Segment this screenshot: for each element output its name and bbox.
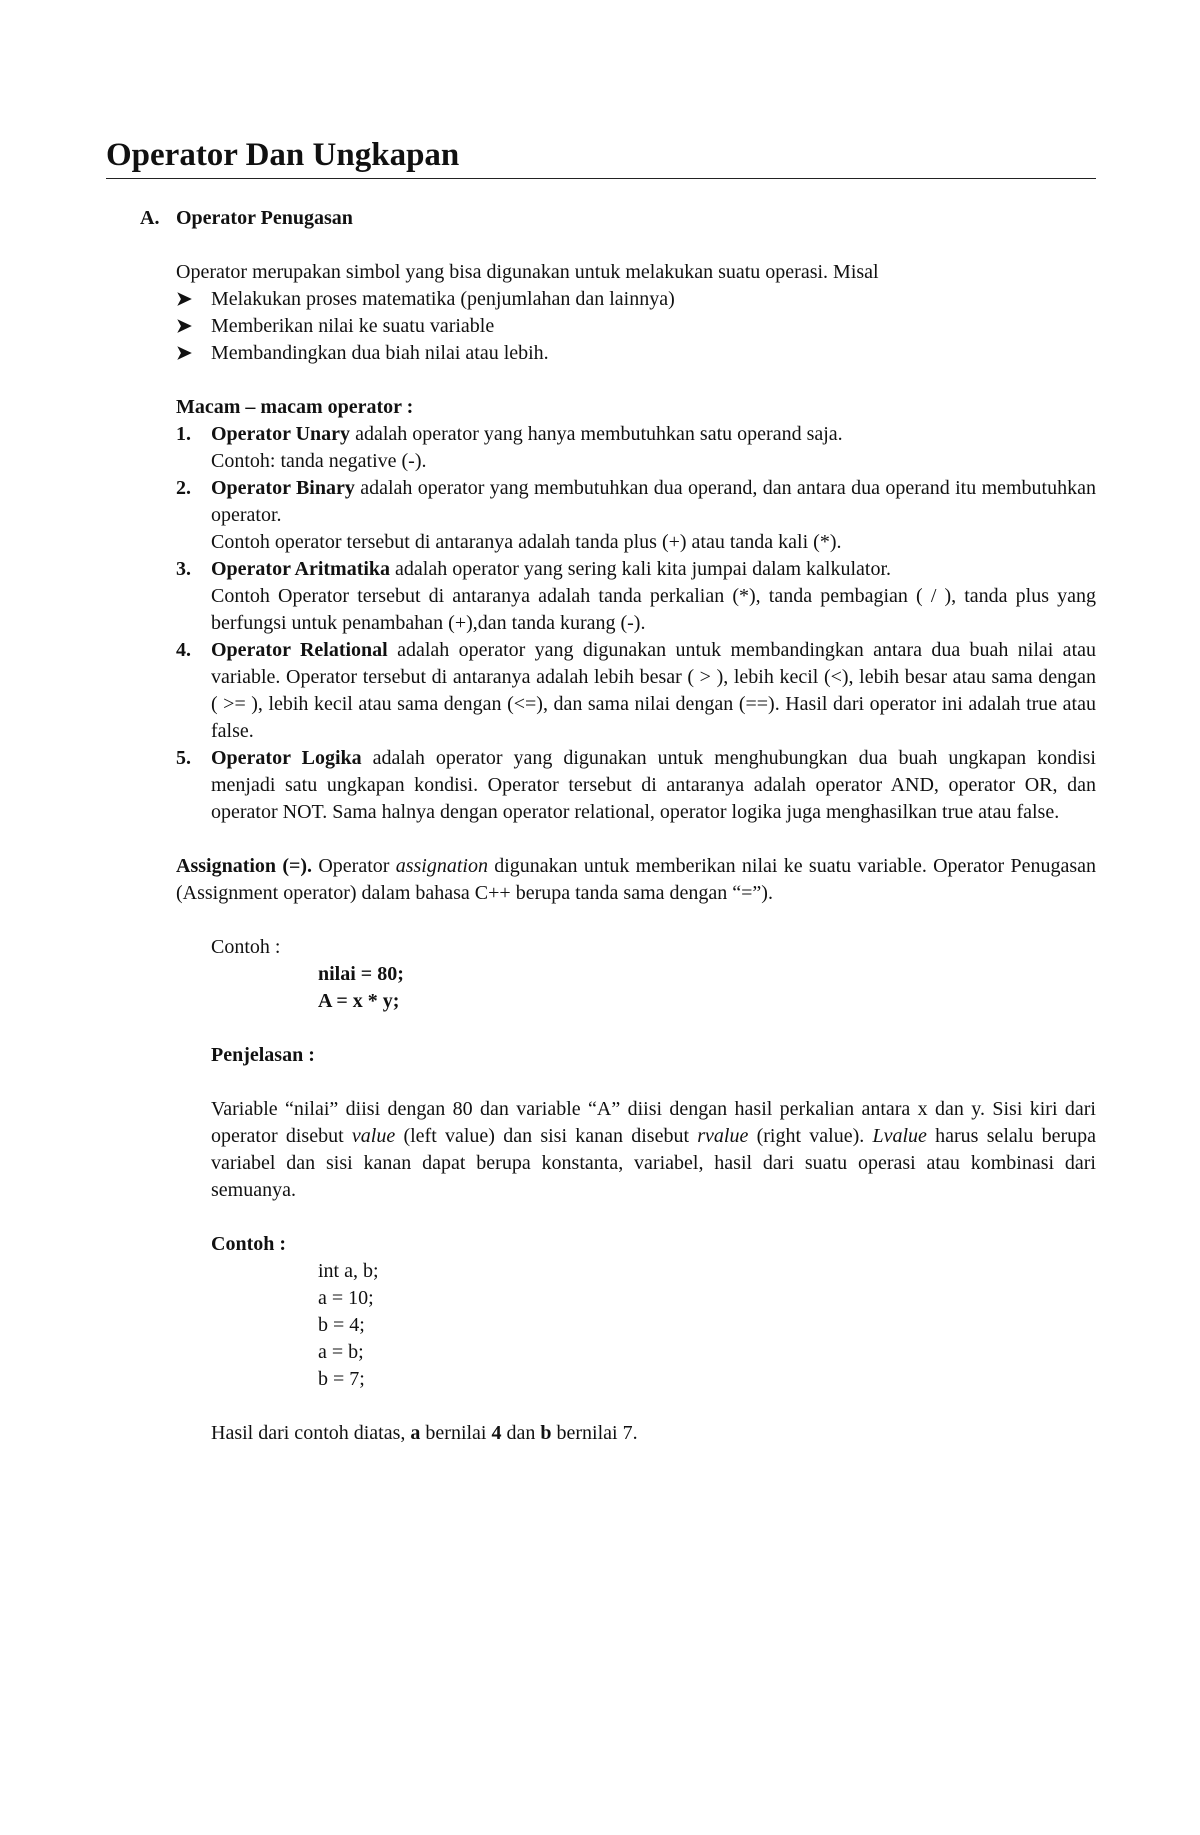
operator-name: Operator Binary: [211, 476, 355, 499]
bold-term: a: [410, 1421, 421, 1444]
operator-name: Operator Unary: [211, 422, 351, 445]
section-heading: [140, 205, 1096, 232]
text-span: (left value) dan sisi kanan disebut: [395, 1124, 698, 1147]
italic-term: rvalue: [697, 1124, 749, 1147]
section-letter: A.: [140, 206, 160, 229]
operator-desc: adalah operator yang digunakan untuk membandingkan antara dua buah nilai atau variable. Operator tersebut di antaranya adalah lebih besar ( > ), lebih kecil (<), lebih besar atau sama dengan ( >= ), lebih kecil atau sama dengan (<=), dan sama nilai dengan (==). Hasil dari operator ini adalah true atau false.: [211, 638, 1096, 742]
assignation-term: Assignation (=).: [176, 854, 313, 877]
assignation-paragraph: [176, 853, 1096, 907]
italic-term: value: [351, 1124, 396, 1147]
operator-desc: adalah operator yang digunakan untuk menghubungkan dua buah ungkapan kondisi menjadi satu ungkapan kondisi. Operator tersebut di antaranya adalah operator AND, operator OR, dan operator NOT. Sama halnya dengan operator relational, operator logika juga menghasilkan true atau false.: [211, 746, 1096, 823]
operator-name: Operator Logika: [211, 746, 362, 769]
operator-list: [176, 421, 1096, 826]
item-number: 5.: [176, 746, 191, 769]
item-number: 1.: [176, 422, 191, 445]
text-span: dan: [501, 1421, 541, 1444]
text-span: bernilai 7.: [551, 1421, 638, 1444]
operator-types-heading: Macam – macam operator :: [176, 395, 414, 418]
operator-item: [176, 475, 1096, 556]
bullet-item: [176, 340, 1096, 367]
code-line: A = x * y;: [318, 989, 400, 1012]
operator-desc: adalah operator yang membutuhkan dua operand, dan antara dua operand itu membutuhkan operator.: [211, 476, 1096, 526]
item-number: 2.: [176, 476, 191, 499]
operator-item: [176, 745, 1096, 826]
assignation-italic: assignation: [395, 854, 488, 877]
penjelasan-paragraph: [211, 1096, 1096, 1204]
operator-item: [176, 421, 1096, 475]
bullet-item: [176, 286, 1096, 313]
bold-term: 4: [491, 1421, 502, 1444]
operator-desc: adalah operator yang sering kali kita jumpai dalam kalkulator.: [390, 557, 891, 580]
item-number: 3.: [176, 557, 191, 580]
document-title: Operator Dan Ungkapan: [106, 136, 1096, 179]
operator-example: Contoh operator tersebut di antaranya adalah tanda plus (+) atau tanda kali (*).: [211, 530, 842, 553]
operator-item: [176, 637, 1096, 745]
text-span: bernilai: [420, 1421, 492, 1444]
hasil-paragraph: [211, 1420, 1096, 1447]
bullet-text: Memberikan nilai ke suatu variable: [211, 314, 495, 337]
operator-desc: adalah operator yang hanya membutuhkan satu operand saja.: [350, 422, 843, 445]
code-line: int a, b;: [318, 1259, 379, 1282]
document-page: [106, 136, 1096, 1447]
code-block-2: [318, 1258, 1096, 1393]
bullet-text: Melakukan proses matematika (penjumlahan dan lainnya): [211, 287, 675, 310]
intro-paragraph: Operator merupakan simbol yang bisa digunakan untuk melakukan suatu operasi. Misal: [176, 260, 879, 283]
bold-term: b: [540, 1421, 552, 1444]
operator-item: [176, 556, 1096, 637]
operator-example: Contoh: tanda negative (-).: [211, 449, 427, 472]
operator-name: Operator Relational: [211, 638, 388, 661]
italic-term: Lvalue: [872, 1124, 927, 1147]
contoh2-label: Contoh :: [211, 1232, 287, 1255]
bullet-item: [176, 313, 1096, 340]
operator-example: Contoh Operator tersebut di antaranya adalah tanda perkalian (*), tanda pembagian ( / ), tanda plus yang berfungsi untuk penambahan (+),dan tanda kurang (-).: [211, 584, 1096, 634]
code-line: nilai = 80;: [318, 962, 404, 985]
code-line: a = 10;: [318, 1286, 374, 1309]
contoh-label: Contoh :: [211, 935, 281, 958]
bullet-text: Membandingkan dua biah nilai atau lebih.: [211, 341, 549, 364]
text-span: (right value).: [748, 1124, 873, 1147]
text-span: Variable “nilai” diisi dengan 80 dan variable “A” diisi dengan hasil perkalian antara x dan y. Sisi kiri dari operator disebut: [211, 1097, 1096, 1147]
penjelasan-label: Penjelasan :: [211, 1043, 315, 1066]
section-heading-text: Operator Penugasan: [176, 206, 353, 229]
code-line: a = b;: [318, 1340, 364, 1363]
bullet-list: [176, 286, 1096, 367]
text-span: Operator: [312, 854, 396, 877]
code-line: b = 7;: [318, 1367, 365, 1390]
code-line: b = 4;: [318, 1313, 365, 1336]
arrowhead-bullet-icon: ➤: [176, 288, 192, 310]
text-span: Hasil dari contoh diatas,: [211, 1421, 411, 1444]
arrowhead-bullet-icon: ➤: [176, 315, 192, 337]
text-span: harus selalu berupa variabel dan sisi kanan dapat berupa konstanta, variabel, hasil dari suatu operasi atau kombinasi dari semuanya.: [211, 1124, 1097, 1201]
text-span: digunakan untuk memberikan nilai ke suatu variable. Operator Penugasan (Assignment operator) dalam bahasa C++ berupa tanda sama dengan “=”).: [176, 854, 1097, 904]
item-number: 4.: [176, 638, 191, 661]
code-block-1: [318, 961, 1096, 1015]
arrowhead-bullet-icon: ➤: [176, 342, 192, 364]
operator-name: Operator Aritmatika: [211, 557, 391, 580]
